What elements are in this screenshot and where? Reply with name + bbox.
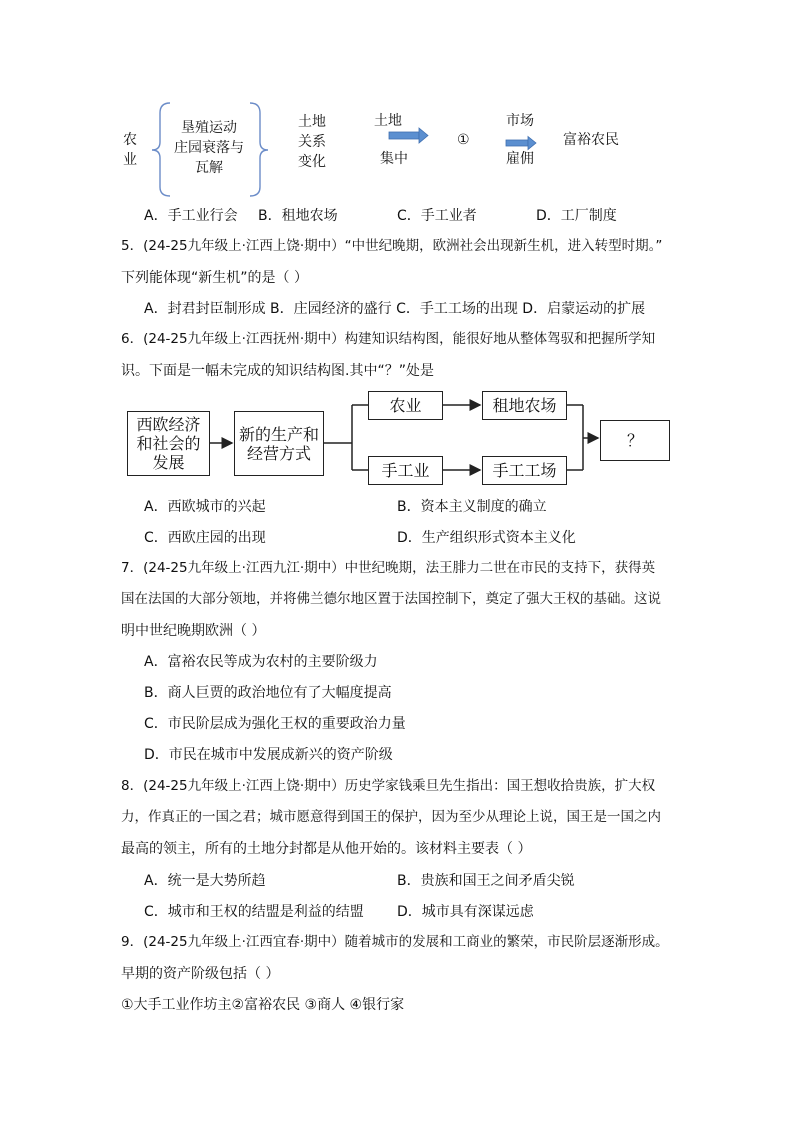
col1-line-2: 关系 [298,134,326,150]
col1-line-1: 土地 [298,114,326,130]
diagram1-col3-top: 市场 [506,113,534,129]
box2-line-1: 新的生产和 [238,424,319,444]
chart-box-workshop: 手工工场 [482,456,567,485]
q8-option-d: D．城市具有深谋远虑 [397,904,534,920]
q4-option-b: B．租地农场 [258,208,338,224]
q5-stem-line1: 5．(24-25九年级上·江西上饶·期中）“中世纪晚期，欧洲社会出现新生机，进入转型时期。” [121,238,663,254]
q6-stem-line2: 识。下面是一幅未完成的知识结构图.其中“？”处是 [121,363,434,379]
q9-stem-line2: 早期的资产阶级包括（ ） [121,966,280,982]
q7-stem-line1: 7．(24-25九年级上·江西九江·期中）中世纪晚期，法王腓力二世在市民的支持下，获得英 [121,560,656,576]
q8-stem-line2: 力，作真正的一国之君；城市愿意得到国王的保护，因为至少从理论上说，国王是一国之内 [121,809,661,825]
q4-option-d: D．工厂制度 [536,208,617,224]
q7-option-a: A．富裕农民等成为农村的主要阶级力 [144,654,378,670]
q9-items: ①大手工业作坊主②富裕农民 ③商人 ④银行家 [121,997,405,1013]
q7-option-d: D．市民在城市中发展成新兴的资产阶级 [144,747,393,763]
brace-line-1: 垦殖运动 [181,120,237,136]
box2-line-2: 经营方式 [246,443,311,463]
q8-stem-line1: 8．(24-25九年级上·江西上饶·期中）历史学家钱乘旦先生指出：国王想收拾贵族，扩大权 [121,778,656,794]
q4-option-a: A．手工业行会 [144,208,238,224]
q7-option-c: C．市民阶层成为强化王权的重要政治力量 [144,716,406,732]
col1-line-3: 变化 [298,154,326,170]
diagram1-col2-bottom: 集中 [380,151,408,167]
q8-option-b: B．贵族和国王之间矛盾尖锐 [397,873,575,889]
q7-option-b: B．商人巨贾的政治地位有了大幅度提高 [144,685,392,701]
q8-option-a: A．统一是大势所趋 [144,873,266,889]
diagram1-left-char-2: 业 [123,152,137,168]
q8-option-c: C．城市和王权的结盟是利益的结盟 [144,904,364,920]
diagram1-left-char-1: 农 [123,132,137,148]
q5-options: A．封君封臣制形成 B．庄园经济的盛行 C．手工工场的出现 D．启蒙运动的扩展 [144,301,646,317]
chart-box-agriculture: 农业 [368,391,443,420]
q6-option-a: A．西欧城市的兴起 [144,499,266,515]
q6-stem-line1: 6．(24-25九年级上·江西抚州·期中）构建知识结构图，能很好地从整体驾驭和把握所学知 [121,331,656,347]
q7-stem-line3: 明中世纪晚期欧洲（ ） [121,623,266,639]
chart-box-new-production [234,411,324,476]
diagram1-circle-marker: ① [457,132,470,148]
q5-stem-line2: 下列能体现“新生机”的是（ ） [121,270,308,286]
chart-box-handicraft: 手工业 [368,456,443,485]
diagram1-col2-top: 土地 [374,113,402,129]
chart-box-unknown: ？ [600,420,670,461]
brace-line-3: 瓦解 [195,160,223,176]
box1-line-3: 发展 [152,453,185,472]
diagram1-col3-bottom: 雇佣 [506,151,534,167]
brace-line-2: 庄园衰落与 [174,140,244,156]
box1-line-1: 西欧经济 [136,415,201,434]
chart-box-leased-farm: 租地农场 [482,391,567,420]
q6-option-d: D．生产组织形式资本主义化 [397,530,576,546]
chart-box-western-europe [127,411,210,476]
q7-stem-line2: 国在法国的大部分领地，并将佛兰德尔地区置于法国控制下，奠定了强大王权的基础。这说 [121,591,661,607]
q8-stem-line3: 最高的领主，所有的土地分封都是从他开始的。该材料主要表（ ） [121,841,532,857]
q4-option-c: C．手工业者 [397,208,477,224]
q6-option-c: C．西欧庄园的出现 [144,530,266,546]
q6-option-b: B．资本主义制度的确立 [397,499,547,515]
box1-line-2: 和社会的 [136,434,201,453]
diagram1-end-label: 富裕农民 [563,132,619,148]
q9-stem-line1: 9．(24-25九年级上·江西宜春·期中）随着城市的发展和工商业的繁荣，市民阶层逐渐形成。 [121,934,669,950]
